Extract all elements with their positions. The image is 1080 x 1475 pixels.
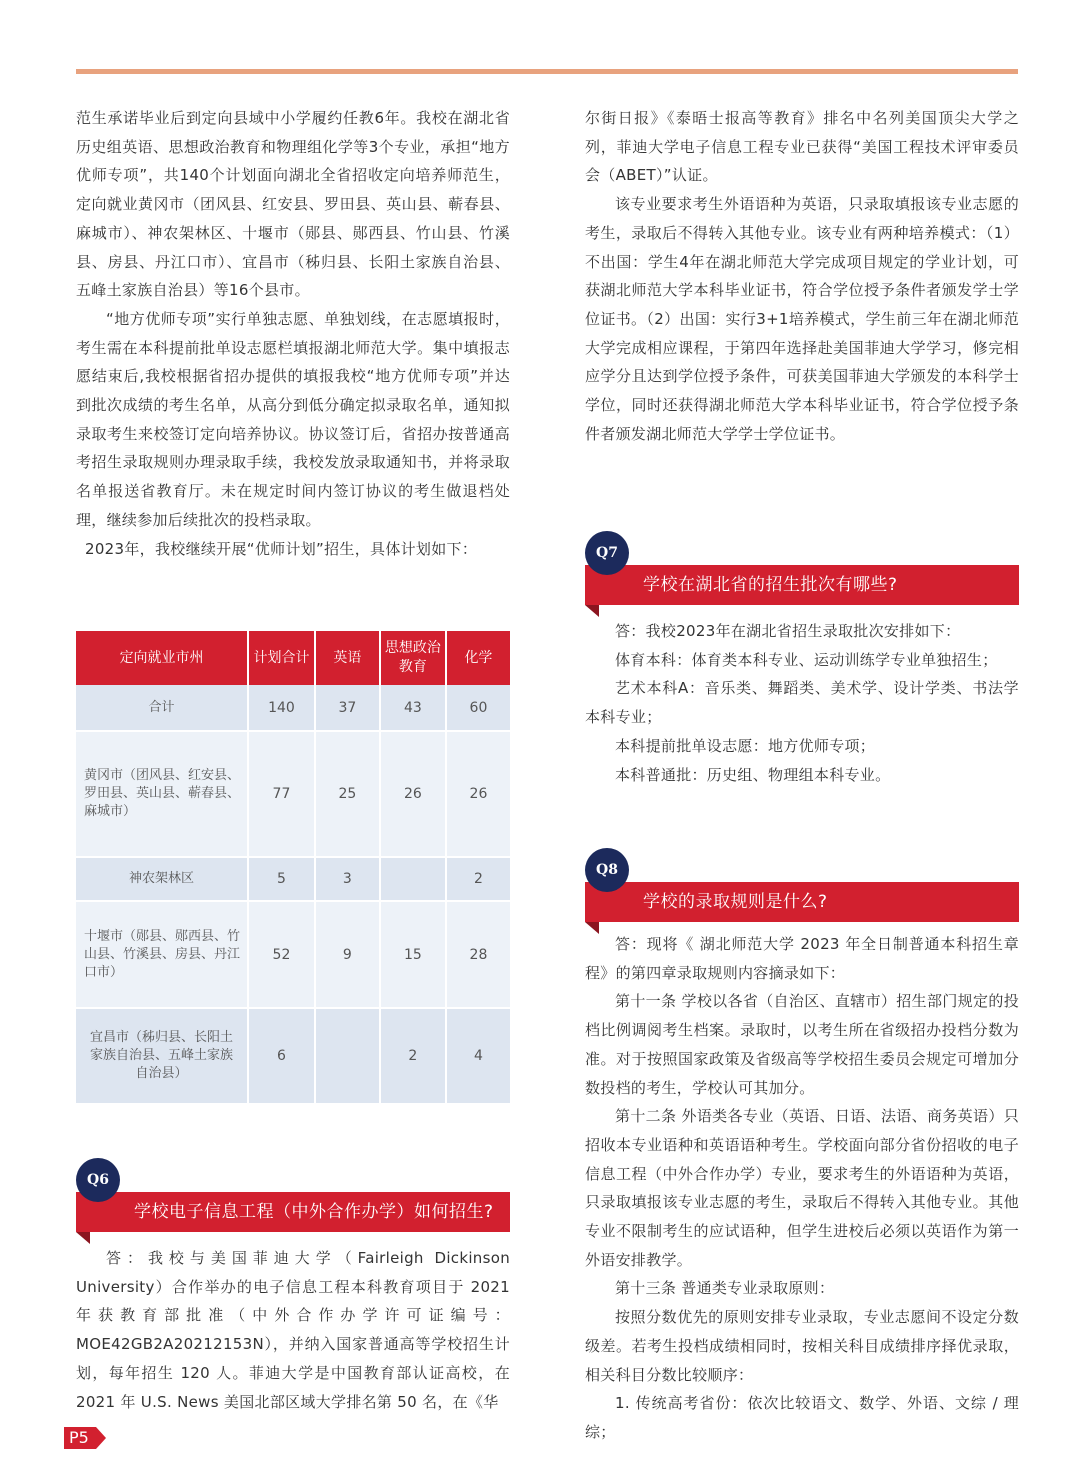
q7-line: 体育本科：体育类本科专业、运动训练学专业单独招生； (615, 650, 998, 669)
q6-badge: Q6 (76, 1158, 120, 1202)
cell-total: 6 (248, 1008, 315, 1104)
header-region: 定向就业市州 (76, 631, 248, 685)
q6-header (76, 1172, 510, 1232)
cell-chemistry: 2 (446, 857, 510, 901)
paragraph-quota-intro: 范生承诺毕业后到定向县域中小学履约任教6年。我校在湖北省历史组英语、思想政治教育和物理组化学等3个专业，承担“地方优师专项”，共140个计划面向湖北全省招收定向培养师范生，定向就业黄冈市（团风县、红安县、罗田县、英山县、蕲春县、麻城市）、神农架林区、十堰市（郧县、郧西县、竹山县、竹溪县、房县、丹江口市）、宜昌市（秭归县、长阳土家族自治县、五峰土家族自治县）等16个县市。 (76, 109, 510, 300)
cell-english: 9 (315, 901, 380, 1008)
header-total: 计划合计 (248, 631, 315, 685)
q6-notch (76, 1232, 90, 1244)
cell-chemistry: 4 (446, 1008, 510, 1104)
cell-region: 黄冈市（团风县、红安县、罗田县、英山县、蕲春县、麻城市） (76, 731, 248, 857)
cell-region: 宜昌市（秭归县、长阳土家族自治县、五峰土家族自治县） (76, 1008, 248, 1104)
table-caption: 2023年，我校继续开展“优师计划”招生，具体计划如下： (85, 539, 478, 558)
q8-line: 第十二条 外语类各专业（英语、日语、法语、商务英语）只招收本专业语种和英语语种考生。学校面向部分省份招收的电子信息工程（中外合作办学）专业，要求考生的外语语种为英语，只录取填报该专业志愿的考生，录取后不得转入其他专业。其他专业不限制考生的应试语种，但学生进校后必须以英语作为第一外语安排教学。 (585, 1107, 1019, 1269)
cell-politics: 15 (380, 901, 446, 1008)
q8-line: 第十三条 普通类专业录取原则： (615, 1279, 835, 1298)
table-row (76, 1008, 510, 1104)
q7-line: 本科提前批单设志愿：地方优师专项； (615, 736, 876, 755)
q8-answer (585, 930, 1019, 1447)
cell-total: 140 (248, 685, 315, 731)
top-divider (76, 69, 1018, 74)
q6-answer-part2: 尔街日报》《泰晤士报高等教育》排名中名列美国顶尖大学之列，菲迪大学电子信息工程专业已获得“美国工程技术评审委员会（ABET）”认证。 (585, 109, 1019, 185)
q7-header (585, 545, 1019, 605)
left-column-text (76, 104, 510, 563)
q7-line: 答：我校2023年在湖北省招生录取批次安排如下： (615, 622, 961, 640)
q8-line: 1. 传统高考省份：依次比较语文、数学、外语、文综 / 理综； (585, 1394, 1019, 1441)
plan-table (76, 631, 510, 1105)
cell-region: 十堰市（郧县、郧西县、竹山县、竹溪县、房县、丹江口市） (76, 901, 248, 1008)
q8-badge: Q8 (585, 848, 629, 892)
cell-english (315, 1008, 380, 1104)
cell-english: 37 (315, 685, 380, 731)
q7-title: 学校在湖北省的招生批次有哪些? (643, 575, 898, 595)
cell-english: 3 (315, 857, 380, 901)
header-politics: 思想政治教育 (380, 631, 446, 685)
cell-politics: 26 (380, 731, 446, 857)
q8-line: 按照分数优先的原则安排专业录取，专业志愿间不设定分数级差。若考生投档成绩相同时，按相关科目成绩排序择优录取，相关科目分数比较顺序： (585, 1308, 1019, 1384)
q7-badge: Q7 (585, 531, 629, 575)
cell-chemistry: 60 (446, 685, 510, 731)
cell-total: 52 (248, 901, 315, 1008)
right-column-text (585, 104, 1019, 448)
cell-english: 25 (315, 731, 380, 857)
table-header-row (76, 631, 510, 685)
cell-politics: 43 (380, 685, 446, 731)
q6-title: 学校电子信息工程（中外合作办学）如何招生? (134, 1202, 494, 1222)
cell-chemistry: 28 (446, 901, 510, 1008)
cell-politics: 2 (380, 1008, 446, 1104)
page-number-arrow (96, 1427, 106, 1449)
q7-answer (585, 617, 1019, 789)
q8-line: 第十一条 学校以各省（自治区、直辖市）招生部门规定的投档比例调阅考生档案。录取时，以考生所在省级招办投档分数为准。对于按照国家政策及省级高等学校招生委员会规定可增加分数投档的考生，学校认可其加分。 (585, 992, 1019, 1097)
cell-total: 77 (248, 731, 315, 857)
q8-header (585, 862, 1019, 922)
cell-politics (380, 857, 446, 901)
q7-line: 本科普通批：历史组、物理组本科专业。 (615, 765, 891, 784)
q6-answer-part3: 该专业要求考生外语语种为英语，只录取填报该专业志愿的考生，录取后不得转入其他专业。该专业有两种培养模式：（1）不出国：学生4年在湖北师范大学完成项目规定的学业计划，可获湖北师范大学本科毕业证书，符合学位授予条件者颁发学士学位证书。（2）出国：实行3+1培养模式，学生前三年在湖北师范大学完成相应课程，于第四年选择赴美国菲迪大学学习，修完相应学分且达到学位授予条件，可获美国菲迪大学颁发的本科学士学位，同时还获得湖北师范大学本科毕业证书，符合学位授予条件者颁发湖北师范大学学士学位证书。 (585, 195, 1019, 443)
page-number (64, 1427, 110, 1449)
header-english: 英语 (315, 631, 380, 685)
table-row (76, 685, 510, 731)
header-chemistry: 化学 (446, 631, 510, 685)
cell-total: 5 (248, 857, 315, 901)
q6-answer-left (76, 1244, 510, 1416)
table-row (76, 731, 510, 857)
cell-region: 合计 (76, 685, 248, 731)
table-row (76, 901, 510, 1008)
cell-region: 神农架林区 (76, 857, 248, 901)
q7-line: 艺术本科A：音乐类、舞蹈类、美术学、设计学类、书法学本科专业； (585, 679, 1019, 727)
q6-answer-part1: 答：我校与美国菲迪大学（Fairleigh Dickinson University）合作举办的电子信息工程本科教育项目于 2021 年获教育部批准（中外合作办学许可证编号：MOE42GB2A20212153N），并纳入国家普通高等学校招生计划，每年招生 120 人。菲迪大学是中国教育部认证高校，在 2021 年 U.S. News 美国北部区域大学排名第 50 名，在《华 (76, 1249, 510, 1411)
q8-line: 答：现将《 湖北师范大学 2023 年全日制普通本科招生章程》的第四章录取规则内容摘录如下： (585, 935, 1019, 982)
q7-notch (585, 605, 599, 617)
paragraph-application-process: “地方优师专项”实行单独志愿、单独划线，在志愿填报时，考生需在本科提前批单设志愿栏填报湖北师范大学。集中填报志愿结束后,我校根据省招办提供的填报我校“地方优师专项”并达到批次成绩的考生名单，从高分到低分确定拟录取名单，通知拟录取考生来校签订定向培养协议。协议签订后，省招办按普通高考招生录取规则办理录取手续，我校发放录取通知书，并将录取名单报送省教育厅。未在规定时间内签订协议的考生做退档处理，继续参加后续批次的投档录取。 (76, 309, 510, 529)
q8-title: 学校的录取规则是什么? (643, 892, 828, 912)
table-row (76, 857, 510, 901)
page-number-label: P5 (69, 1428, 89, 1447)
cell-chemistry: 26 (446, 731, 510, 857)
